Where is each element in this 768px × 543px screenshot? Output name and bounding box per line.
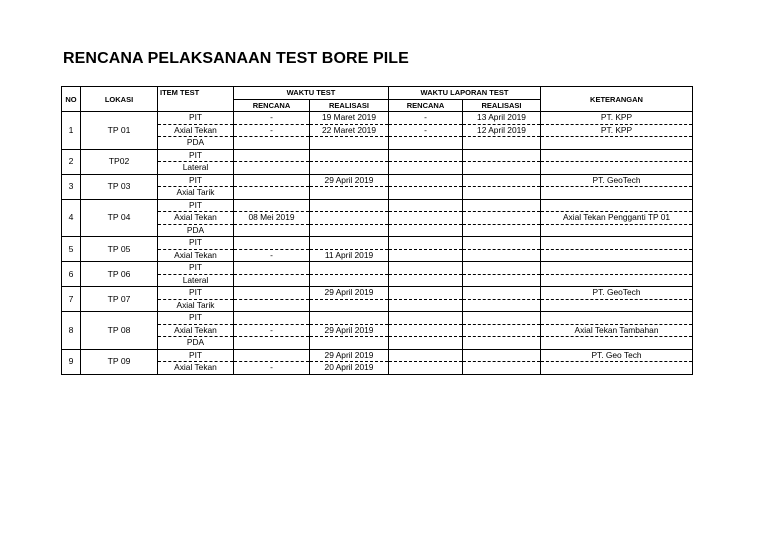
wt-rencana-cell: -: [234, 112, 310, 125]
lokasi-cell: TP 08: [81, 312, 158, 350]
no-cell: 8: [62, 312, 81, 350]
table-row: [62, 149, 693, 162]
wl-rencana-cell: [389, 349, 463, 362]
wt-rencana-cell: -: [234, 324, 310, 337]
header-waktu-test: WAKTU TEST: [234, 87, 389, 100]
item-test-cell: PIT: [158, 112, 234, 125]
keterangan-cell: [541, 249, 693, 262]
wt-realisasi-cell: [310, 237, 389, 250]
item-test-cell: PIT: [158, 149, 234, 162]
wl-realisasi-cell: [463, 137, 541, 150]
wt-realisasi-cell: [310, 212, 389, 225]
keterangan-cell: [541, 362, 693, 375]
header-item-test: ITEM TEST: [158, 87, 234, 112]
wl-realisasi-cell: [463, 199, 541, 212]
keterangan-cell: [541, 199, 693, 212]
item-test-cell: Axial Tarik: [158, 299, 234, 312]
keterangan-cell: Axial Tekan Tambahan: [541, 324, 693, 337]
wl-rencana-cell: -: [389, 124, 463, 137]
wl-rencana-cell: [389, 324, 463, 337]
wl-rencana-cell: [389, 187, 463, 200]
header-no: NO: [62, 87, 81, 112]
wt-realisasi-cell: 29 April 2019: [310, 324, 389, 337]
table-row: [62, 112, 693, 125]
wl-realisasi-cell: [463, 312, 541, 325]
lokasi-cell: TP 06: [81, 262, 158, 287]
item-test-cell: PDA: [158, 337, 234, 350]
keterangan-cell: [541, 337, 693, 350]
wl-rencana-cell: -: [389, 112, 463, 125]
item-test-cell: Axial Tekan: [158, 362, 234, 375]
wt-realisasi-cell: [310, 337, 389, 350]
wt-rencana-cell: -: [234, 362, 310, 375]
wt-realisasi-cell: [310, 312, 389, 325]
wl-realisasi-cell: [463, 287, 541, 300]
header-wl-rencana: RENCANA: [389, 99, 463, 112]
wt-realisasi-cell: [310, 187, 389, 200]
wl-realisasi-cell: [463, 162, 541, 175]
item-test-cell: Lateral: [158, 274, 234, 287]
wl-realisasi-cell: [463, 149, 541, 162]
wl-realisasi-cell: 12 April 2019: [463, 124, 541, 137]
wl-rencana-cell: [389, 249, 463, 262]
wl-rencana-cell: [389, 224, 463, 237]
keterangan-cell: PT. Geo Tech: [541, 349, 693, 362]
wl-rencana-cell: [389, 162, 463, 175]
no-cell: 2: [62, 149, 81, 174]
lokasi-cell: TP 04: [81, 199, 158, 237]
bore-pile-schedule-table: [61, 86, 693, 375]
wl-rencana-cell: [389, 237, 463, 250]
wt-rencana-cell: [234, 199, 310, 212]
item-test-cell: Axial Tekan: [158, 249, 234, 262]
table-row: [62, 262, 693, 275]
wl-realisasi-cell: [463, 212, 541, 225]
wt-realisasi-cell: 29 April 2019: [310, 174, 389, 187]
no-cell: 9: [62, 349, 81, 374]
no-cell: 5: [62, 237, 81, 262]
wl-rencana-cell: [389, 199, 463, 212]
wt-rencana-cell: [234, 174, 310, 187]
wt-rencana-cell: [234, 237, 310, 250]
wl-realisasi-cell: [463, 262, 541, 275]
wt-rencana-cell: [234, 162, 310, 175]
wt-realisasi-cell: [310, 262, 389, 275]
keterangan-cell: [541, 149, 693, 162]
wl-realisasi-cell: [463, 249, 541, 262]
lokasi-cell: TP 03: [81, 174, 158, 199]
wt-rencana-cell: [234, 287, 310, 300]
wl-rencana-cell: [389, 287, 463, 300]
wl-rencana-cell: [389, 174, 463, 187]
wl-rencana-cell: [389, 262, 463, 275]
wt-rencana-cell: [234, 312, 310, 325]
table-row: [62, 199, 693, 212]
header-wt-rencana: RENCANA: [234, 99, 310, 112]
wt-rencana-cell: [234, 224, 310, 237]
lokasi-cell: TP 09: [81, 349, 158, 374]
lokasi-cell: TP 07: [81, 287, 158, 312]
no-cell: 6: [62, 262, 81, 287]
wt-rencana-cell: [234, 149, 310, 162]
wl-realisasi-cell: [463, 324, 541, 337]
item-test-cell: PDA: [158, 224, 234, 237]
wt-realisasi-cell: [310, 274, 389, 287]
wl-realisasi-cell: 13 April 2019: [463, 112, 541, 125]
wl-rencana-cell: [389, 274, 463, 287]
wt-realisasi-cell: 11 April 2019: [310, 249, 389, 262]
table-row: [62, 349, 693, 362]
keterangan-cell: [541, 224, 693, 237]
wl-rencana-cell: [389, 362, 463, 375]
wl-realisasi-cell: [463, 274, 541, 287]
no-cell: 4: [62, 199, 81, 237]
header-wt-realisasi: REALISASI: [310, 99, 389, 112]
keterangan-cell: Axial Tekan Pengganti TP 01: [541, 212, 693, 225]
wl-realisasi-cell: [463, 224, 541, 237]
no-cell: 1: [62, 112, 81, 150]
keterangan-cell: PT. GeoTech: [541, 174, 693, 187]
wt-rencana-cell: -: [234, 249, 310, 262]
item-test-cell: PIT: [158, 199, 234, 212]
wt-rencana-cell: [234, 137, 310, 150]
wt-realisasi-cell: [310, 149, 389, 162]
wl-realisasi-cell: [463, 349, 541, 362]
lokasi-cell: TP02: [81, 149, 158, 174]
item-test-cell: Axial Tekan: [158, 124, 234, 137]
item-test-cell: PIT: [158, 349, 234, 362]
wl-realisasi-cell: [463, 299, 541, 312]
header-keterangan: KETERANGAN: [541, 87, 693, 112]
header-waktu-laporan: WAKTU LAPORAN TEST: [389, 87, 541, 100]
wl-rencana-cell: [389, 149, 463, 162]
item-test-cell: Lateral: [158, 162, 234, 175]
wt-rencana-cell: [234, 299, 310, 312]
keterangan-cell: PT. KPP: [541, 112, 693, 125]
wt-realisasi-cell: 19 Maret 2019: [310, 112, 389, 125]
wt-rencana-cell: [234, 349, 310, 362]
wt-rencana-cell: [234, 262, 310, 275]
page-title: RENCANA PELAKSANAAN TEST BORE PILE: [63, 50, 409, 67]
header-row-1: [62, 87, 693, 100]
keterangan-cell: [541, 237, 693, 250]
keterangan-cell: [541, 312, 693, 325]
wt-realisasi-cell: [310, 162, 389, 175]
keterangan-cell: [541, 187, 693, 200]
wl-realisasi-cell: [463, 174, 541, 187]
wt-rencana-cell: 08 Mei 2019: [234, 212, 310, 225]
item-test-cell: PIT: [158, 237, 234, 250]
table-row: [62, 174, 693, 187]
wt-realisasi-cell: [310, 137, 389, 150]
wt-realisasi-cell: 29 April 2019: [310, 287, 389, 300]
header-wl-realisasi: REALISASI: [463, 99, 541, 112]
wl-realisasi-cell: [463, 337, 541, 350]
wl-rencana-cell: [389, 299, 463, 312]
table-row: [62, 237, 693, 250]
keterangan-cell: [541, 299, 693, 312]
wt-realisasi-cell: 29 April 2019: [310, 349, 389, 362]
wl-rencana-cell: [389, 312, 463, 325]
item-test-cell: Axial Tekan: [158, 324, 234, 337]
item-test-cell: PIT: [158, 287, 234, 300]
wl-rencana-cell: [389, 212, 463, 225]
wl-rencana-cell: [389, 137, 463, 150]
wt-realisasi-cell: 22 Maret 2019: [310, 124, 389, 137]
wl-realisasi-cell: [463, 187, 541, 200]
wl-realisasi-cell: [463, 362, 541, 375]
table-row: [62, 312, 693, 325]
header-lokasi: LOKASI: [81, 87, 158, 112]
wt-realisasi-cell: [310, 224, 389, 237]
item-test-cell: PIT: [158, 262, 234, 275]
wt-realisasi-cell: [310, 199, 389, 212]
item-test-cell: Axial Tarik: [158, 187, 234, 200]
table-body: [62, 112, 693, 375]
wt-rencana-cell: [234, 187, 310, 200]
keterangan-cell: PT. KPP: [541, 124, 693, 137]
keterangan-cell: PT. GeoTech: [541, 287, 693, 300]
wt-rencana-cell: [234, 337, 310, 350]
no-cell: 3: [62, 174, 81, 199]
lokasi-cell: TP 05: [81, 237, 158, 262]
wl-rencana-cell: [389, 337, 463, 350]
no-cell: 7: [62, 287, 81, 312]
table-row: [62, 287, 693, 300]
wt-realisasi-cell: 20 April 2019: [310, 362, 389, 375]
wl-realisasi-cell: [463, 237, 541, 250]
wt-realisasi-cell: [310, 299, 389, 312]
keterangan-cell: [541, 137, 693, 150]
keterangan-cell: [541, 262, 693, 275]
item-test-cell: Axial Tekan: [158, 212, 234, 225]
item-test-cell: PDA: [158, 137, 234, 150]
wt-rencana-cell: [234, 274, 310, 287]
keterangan-cell: [541, 274, 693, 287]
lokasi-cell: TP 01: [81, 112, 158, 150]
keterangan-cell: [541, 162, 693, 175]
wt-rencana-cell: -: [234, 124, 310, 137]
item-test-cell: PIT: [158, 312, 234, 325]
item-test-cell: PIT: [158, 174, 234, 187]
